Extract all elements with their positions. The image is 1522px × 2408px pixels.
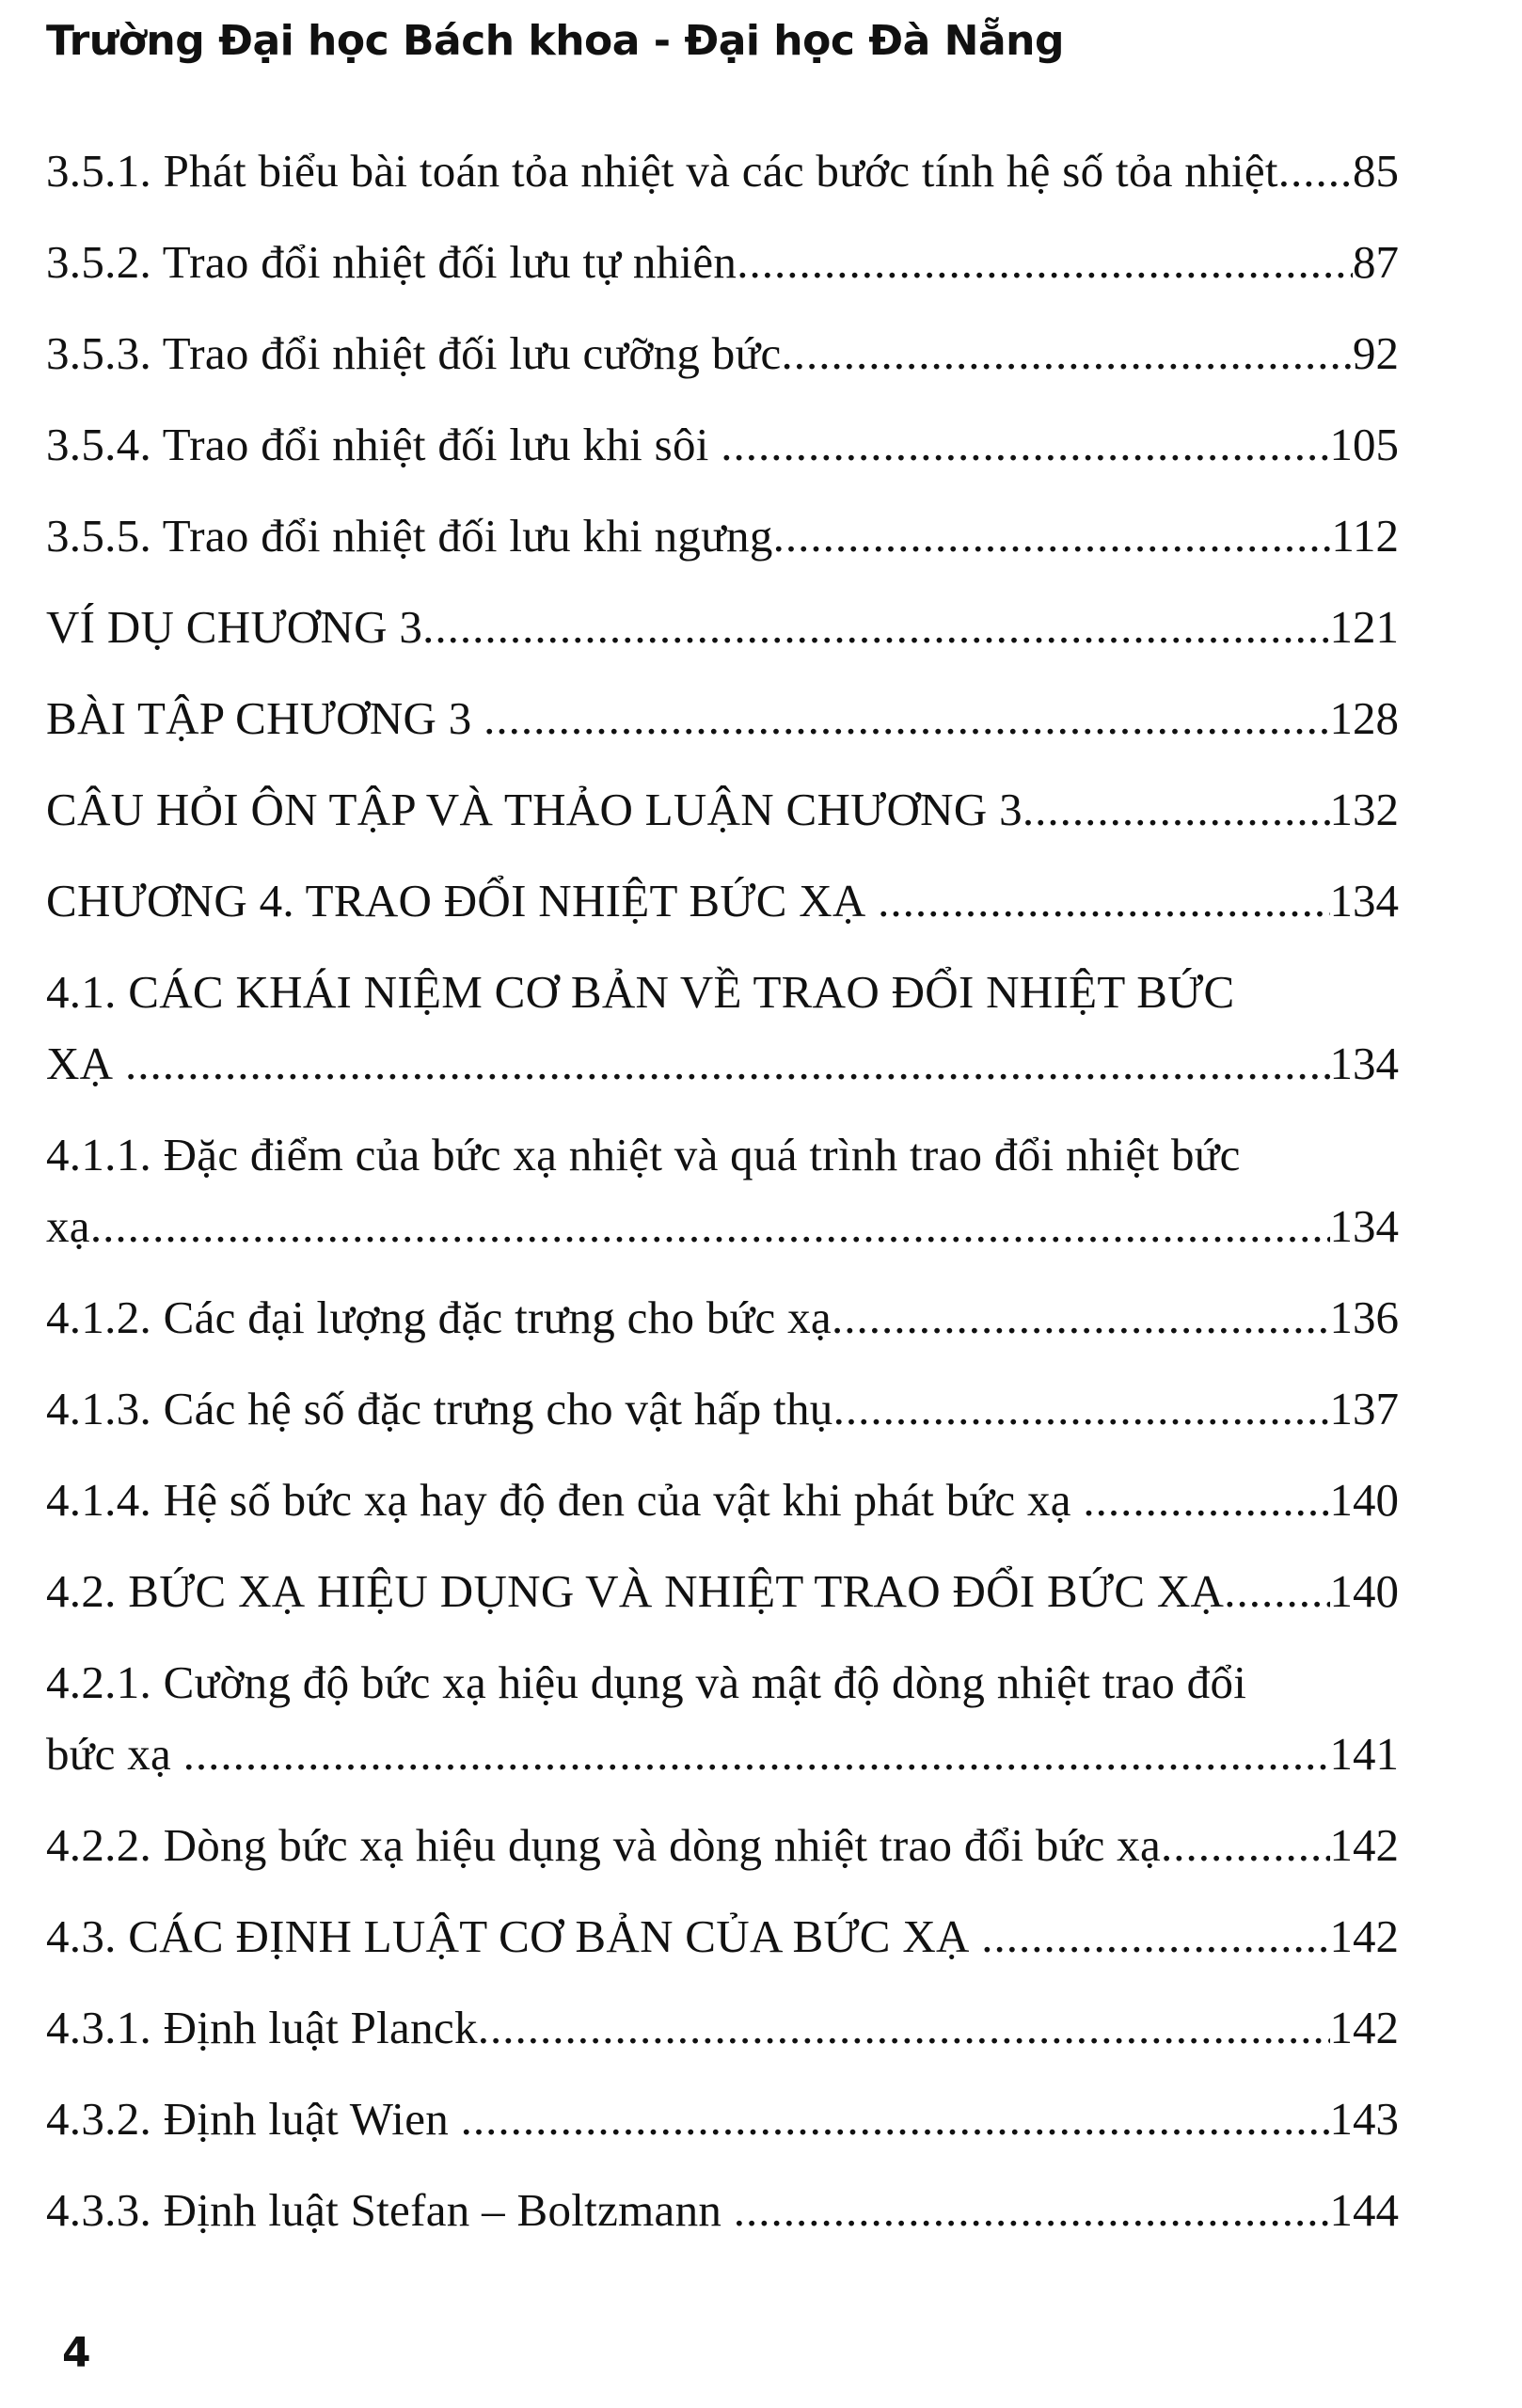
dot-leader <box>125 1028 1330 1100</box>
toc-entry-line <box>46 1028 1399 1100</box>
dot-leader <box>484 683 1329 754</box>
toc-entry-label: 4.2.2. Dòng bức xạ hiệu dụng và dòng nhiệt trao đổi bức xạ <box>46 1819 1162 1871</box>
toc-entry-page-number: 134 <box>1329 875 1399 927</box>
toc-entry-label: 3.5.3. Trao đổi nhiệt đối lưu cưỡng bức <box>46 327 782 379</box>
toc-entry-label: 4.2. BỨC XẠ HIỆU DỤNG VÀ NHIỆT TRAO ĐỔI BỨC XẠ <box>46 1565 1225 1617</box>
dot-leader <box>981 1901 1329 1972</box>
toc-entry-line <box>46 1810 1399 1881</box>
toc-entry[interactable] <box>46 1810 1399 1881</box>
table-of-contents <box>46 135 1399 2266</box>
toc-entry[interactable] <box>46 2175 1399 2246</box>
toc-entry-line <box>46 1901 1399 1972</box>
toc-entry[interactable] <box>46 1465 1399 1536</box>
dot-leader <box>832 1282 1330 1354</box>
dot-leader <box>1224 1556 1329 1627</box>
dot-leader <box>737 227 1353 298</box>
toc-entry-line <box>46 135 1399 207</box>
toc-entry[interactable] <box>46 1556 1399 1627</box>
toc-entry-page-number: 142 <box>1329 1910 1399 1962</box>
toc-entry-line <box>46 1465 1399 1536</box>
toc-entry-label: 4.1.3. Các hệ số đặc trưng cho vật hấp thụ <box>46 1383 833 1434</box>
toc-entry-label: 4.3.3. Định luật Stefan – Boltzmann <box>46 2184 734 2236</box>
toc-entry-label: CHƯƠNG 4. TRAO ĐỔI NHIỆT BỨC XẠ <box>46 875 879 927</box>
dot-leader <box>1083 1465 1329 1536</box>
toc-entry-page-number: 85 <box>1353 145 1399 197</box>
toc-entry-page-number: 87 <box>1353 236 1399 288</box>
dot-leader <box>90 1191 1330 1262</box>
running-header: Trường Đại học Bách khoa - Đại học Đà Nẵng <box>46 17 1064 65</box>
toc-entry[interactable] <box>46 957 1399 1100</box>
toc-entry-label: 4.1.2. Các đại lượng đặc trưng cho bức xạ <box>46 1291 832 1343</box>
toc-entry-line <box>46 1282 1399 1354</box>
toc-entry[interactable] <box>46 135 1399 207</box>
toc-entry-line <box>46 1556 1399 1627</box>
dot-leader <box>1278 135 1353 207</box>
toc-entry[interactable] <box>46 683 1399 754</box>
dot-leader <box>833 1373 1330 1445</box>
toc-entry[interactable] <box>46 1647 1399 1790</box>
toc-entry-page-number: 142 <box>1329 2002 1399 2053</box>
dot-leader <box>478 1992 1330 2064</box>
toc-entry-title-line: 4.1.1. Đặc điểm của bức xạ nhiệt và quá trình trao đổi nhiệt bức <box>46 1129 1241 1180</box>
toc-entry-page-number: 141 <box>1329 1728 1399 1780</box>
toc-entry-line <box>46 1992 1399 2064</box>
toc-entry-label: BÀI TẬP CHƯƠNG 3 <box>46 692 484 744</box>
toc-entry-page-number: 105 <box>1329 419 1399 470</box>
toc-entry-label: 4.3. CÁC ĐỊNH LUẬT CƠ BẢN CỦA BỨC XẠ <box>46 1910 982 1962</box>
toc-entry[interactable] <box>46 1992 1399 2064</box>
toc-entry-label: 4.3.1. Định luật Planck <box>46 2002 478 2053</box>
toc-entry-line <box>46 1373 1399 1445</box>
toc-entry-line <box>46 1719 1399 1790</box>
toc-entry-label: xạ <box>46 1200 90 1252</box>
dot-leader <box>183 1719 1330 1790</box>
toc-entry-line <box>46 500 1399 572</box>
toc-entry-line <box>46 683 1399 754</box>
toc-entry-page-number: 134 <box>1329 1038 1399 1089</box>
toc-entry[interactable] <box>46 318 1399 389</box>
toc-entry-label: bức xạ <box>46 1728 183 1780</box>
toc-entry-line <box>46 1191 1399 1262</box>
toc-entry-line <box>46 774 1399 846</box>
toc-entry[interactable] <box>46 1901 1399 1972</box>
toc-entry[interactable] <box>46 865 1399 937</box>
page-number: 4 <box>62 2329 91 2377</box>
toc-entry-label: 3.5.2. Trao đổi nhiệt đối lưu tự nhiên <box>46 236 737 288</box>
toc-entry[interactable] <box>46 409 1399 481</box>
toc-entry-label: 3.5.1. Phát biểu bài toán tỏa nhiệt và các bước tính hệ số tỏa nhiệt <box>46 145 1278 197</box>
toc-entry-label: CÂU HỎI ÔN TẬP VÀ THẢO LUẬN CHƯƠNG 3 <box>46 784 1023 835</box>
toc-entry[interactable] <box>46 1282 1399 1354</box>
dot-leader <box>422 592 1329 663</box>
toc-entry-label: 4.1.4. Hệ số bức xạ hay độ đen của vật khi phát bức xạ <box>46 1474 1084 1526</box>
toc-entry-label: VÍ DỤ CHƯƠNG 3 <box>46 601 423 653</box>
dot-leader <box>878 865 1329 937</box>
toc-entry-page-number: 142 <box>1329 1819 1399 1871</box>
toc-entry-page-number: 137 <box>1329 1383 1399 1434</box>
toc-entry[interactable] <box>46 500 1399 572</box>
toc-entry-page-number: 121 <box>1329 601 1399 653</box>
toc-entry-line <box>46 2083 1399 2155</box>
toc-entry-page-number: 143 <box>1329 2093 1399 2145</box>
toc-entry-line <box>46 318 1399 389</box>
dot-leader <box>734 2175 1330 2246</box>
toc-entry-line <box>46 2175 1399 2246</box>
dot-leader <box>1161 1810 1329 1881</box>
dot-leader <box>461 2083 1330 2155</box>
toc-entry[interactable] <box>46 227 1399 298</box>
toc-entry-page-number: 92 <box>1353 327 1399 379</box>
dot-leader <box>721 409 1329 481</box>
toc-entry-page-number: 128 <box>1329 692 1399 744</box>
toc-entry-page-number: 112 <box>1331 510 1399 562</box>
toc-entry-label: 4.3.2. Định luật Wien <box>46 2093 461 2145</box>
toc-entry-page-number: 144 <box>1329 2184 1399 2236</box>
toc-entry-line <box>46 227 1399 298</box>
toc-entry-page-number: 136 <box>1329 1291 1399 1343</box>
toc-entry-line <box>46 409 1399 481</box>
toc-entry-label: 3.5.4. Trao đổi nhiệt đối lưu khi sôi <box>46 419 721 470</box>
toc-entry-label: XẠ <box>46 1038 125 1089</box>
dot-leader <box>782 318 1354 389</box>
toc-entry-page-number: 140 <box>1329 1474 1399 1526</box>
dot-leader <box>773 500 1332 572</box>
toc-entry-page-number: 140 <box>1329 1565 1399 1617</box>
toc-entry-line <box>46 592 1399 663</box>
toc-entry-page-number: 134 <box>1329 1200 1399 1252</box>
toc-entry-line <box>46 865 1399 937</box>
toc-entry[interactable] <box>46 592 1399 663</box>
toc-entry[interactable] <box>46 774 1399 846</box>
toc-entry[interactable] <box>46 2083 1399 2155</box>
dot-leader <box>1023 774 1330 846</box>
toc-entry-label: 3.5.5. Trao đổi nhiệt đối lưu khi ngưng <box>46 510 773 562</box>
toc-entry-page-number: 132 <box>1329 784 1399 835</box>
toc-entry[interactable] <box>46 1373 1399 1445</box>
toc-entry[interactable] <box>46 1119 1399 1262</box>
toc-entry-title-line: 4.1. CÁC KHÁI NIỆM CƠ BẢN VỀ TRAO ĐỔI NHIỆT BỨC <box>46 966 1235 1018</box>
toc-entry-title-line: 4.2.1. Cường độ bức xạ hiệu dụng và mật độ dòng nhiệt trao đổi <box>46 1656 1247 1708</box>
